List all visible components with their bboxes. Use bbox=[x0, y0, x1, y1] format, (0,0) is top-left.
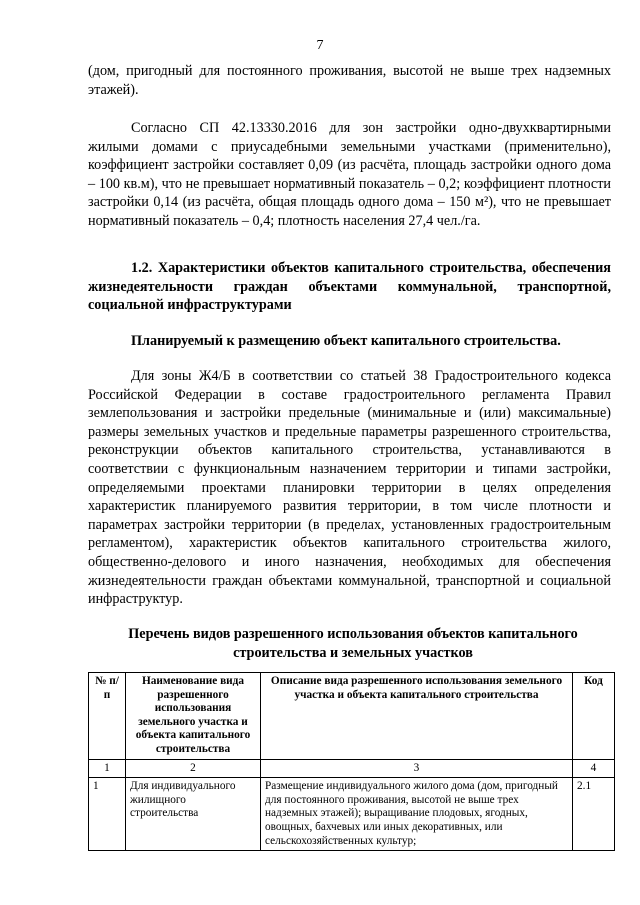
index-cell: 2 bbox=[126, 759, 261, 778]
table-title bbox=[108, 625, 598, 662]
row-description: Размещение индивидуального жилого дома (дом, пригодный для постоянного проживания, высотой не выше трех надземных этажей); выращивание плодовых, ягодных, овощных, бахчевых или иных декоративных, или сельскохозяйственных культур; bbox=[261, 778, 573, 851]
table-row bbox=[89, 778, 615, 851]
header-name: Наименование вида разрешенного использования земельного участка и объекта капитального строительства bbox=[126, 673, 261, 760]
row-name: Для индивидуального жилищного строительства bbox=[126, 778, 261, 851]
paragraph-sp bbox=[88, 119, 611, 231]
table-header-row bbox=[89, 673, 615, 760]
paragraph-continuation-text: (дом, пригодный для постоянного проживания, высотой не выше трех надземных этажей). bbox=[88, 63, 611, 98]
index-cell: 3 bbox=[261, 759, 573, 778]
subheading bbox=[88, 332, 611, 351]
paragraph-continuation bbox=[88, 62, 611, 99]
section-heading-text: 1.2. Характеристики объектов капитального строительства, обеспечения жизнедеятельности граждан объектами коммунальной, транспортной, социальной инфраструктурами bbox=[88, 260, 611, 314]
permitted-use-table bbox=[88, 672, 615, 851]
table-title-text: Перечень видов разрешенного использования объектов капитального строительства и земельных участков bbox=[128, 626, 578, 661]
header-num: № п/п bbox=[89, 673, 126, 760]
header-description: Описание вида разрешенного использования земельного участка и объекта капитального строительства bbox=[261, 673, 573, 760]
index-cell: 4 bbox=[573, 759, 615, 778]
paragraph-sp-text: Согласно СП 42.13330.2016 для зон застройки одно-двухквартирными жилыми домами с приусадебными земельными участками (применительно), коэффициент застройки составляет 0,09 (из расчёта, площадь застройки одного дома – 100 кв.м), что не превышает нормативный показатель – 0,2; коэффициент плотности застройки 0,14 (из расчёта, общая площадь одного дома – 150 м²), что не превышает нормативный показатель – 0,4; плотность населения 27,4 чел./га. bbox=[88, 120, 611, 229]
header-code: Код bbox=[573, 673, 615, 760]
subheading-text: Планируемый к размещению объект капитального строительства. bbox=[131, 333, 561, 349]
index-cell: 1 bbox=[89, 759, 126, 778]
row-num: 1 bbox=[89, 778, 126, 851]
page-number: 7 bbox=[316, 38, 324, 53]
table-index-row bbox=[89, 759, 615, 778]
row-code: 2.1 bbox=[573, 778, 615, 851]
paragraph-zone bbox=[88, 367, 611, 609]
paragraph-zone-text: Для зоны Ж4/Б в соответствии со статьей 38 Градостроительного кодекса Российской Федерации в составе градостроительного регламента Правил землепользования и застройки предельные (минимальные и (или) максимальные) размеры земельных участков и предельные параметры разрешенного строительства, реконструкции объектов капитального строительства, устанавливаются в соответствии с функциональным назначением территории и типами застройки, определяемыми проектами планировки территории в целях определения характеристик планируемого развития территории, в том числе плотности и параметрах застройки территории (в пределах, установленных градостроительным регламентом), характеристик объектов капитального строительства жилого, общественно-делового и иного назначения, необходимых для обеспечения жизнедеятельности граждан объектами коммунальной, транспортной и социальной инфраструктур. bbox=[88, 368, 611, 608]
section-heading bbox=[88, 259, 611, 315]
